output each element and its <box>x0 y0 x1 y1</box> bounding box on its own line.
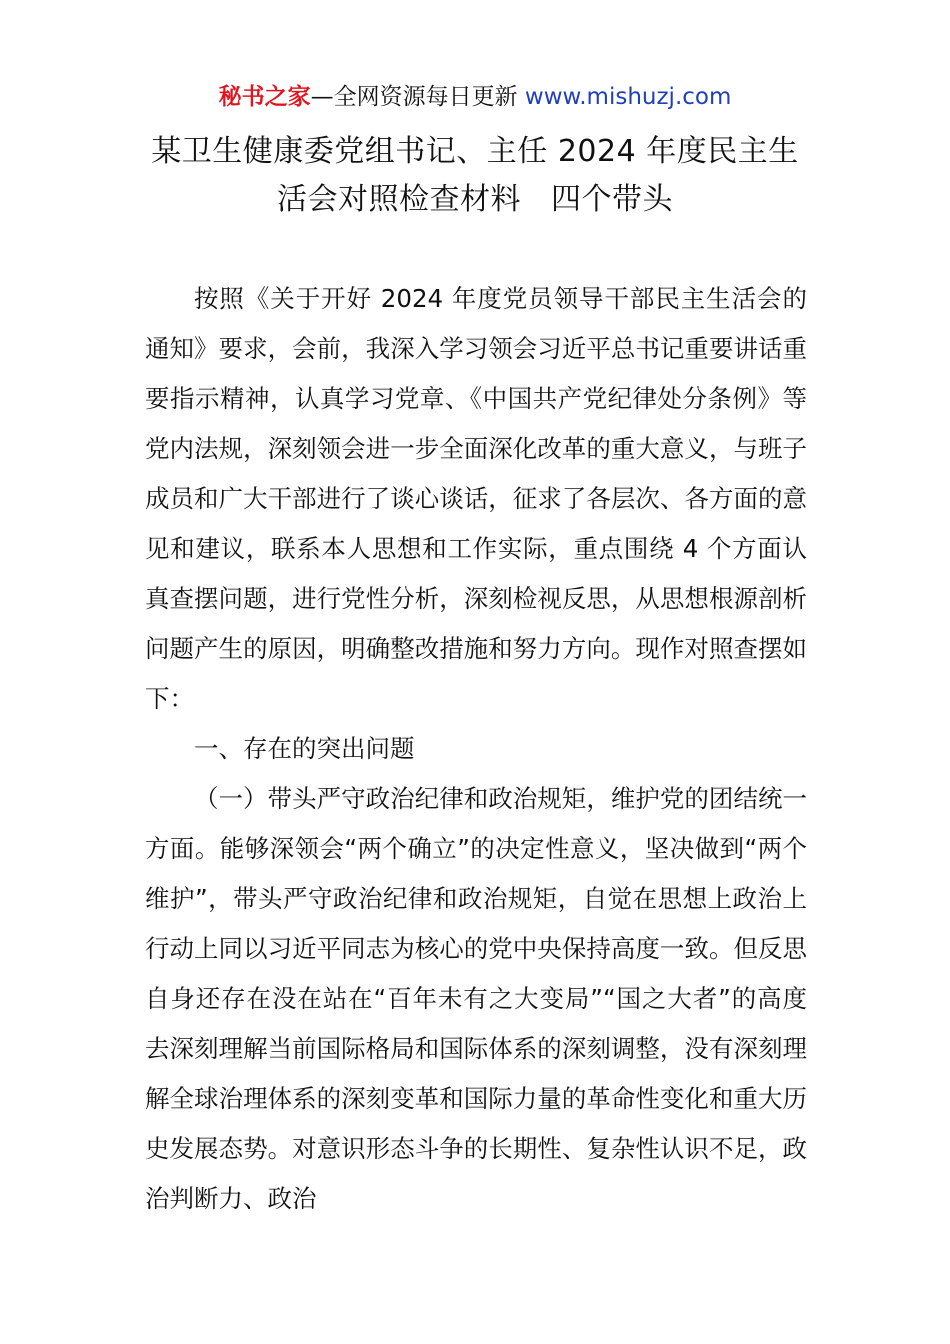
document-title <box>120 128 830 224</box>
title-line-2-suffix: 四个带头 <box>551 182 673 217</box>
site-url-link[interactable]: www.mishuzj.com <box>524 84 732 110</box>
section-heading: 一、存在的突出问题 <box>194 734 415 763</box>
site-header <box>0 82 950 112</box>
intro-paragraph: 按照《关于开好 2024 年度党员领导干部民主生活会的通知》要求，会前，我深入学习领会习近平总书记重要讲话重要指示精神，认真学习党章、《中国共产党纪律处分条例》等党内法规，深刻领会进一步全面深化改革的重大意义，与班子成员和广大干部进行了谈心谈话，征求了各层次、各方面的意见和建议，联系本人思想和工作实际，重点围绕 4 个方面认真查摆问题，进行党性分析，深刻检视反思，从思想根源剖析问题产生的原因，明确整改措施和努力方向。现作对照查摆如下： <box>145 284 807 713</box>
site-brand: 秘书之家 <box>218 84 311 110</box>
section-paragraph: （一）带头严守政治纪律和政治规矩，维护党的团结统一方面。能够深领会“两个确立”的决定性意义，坚决做到“两个维护”，带头严守政治纪律和政治规矩，自觉在思想上政治上行动上同以习近平同志为核心的党中央保持高度一致。但反思自身还存在没在站在“百年未有之大变局”“国之大者”的高度去深刻理解当前国际格局和国际体系的深刻调整，没有深刻理解全球治理体系的深刻变革和国际力量的革命性变化和重大历史发展态势。对意识形态斗争的长期性、复杂性认识不足，政治判断力、政治 <box>145 784 807 1213</box>
title-line-2-main: 活会对照检查材料 <box>277 182 521 217</box>
title-line-2 <box>120 176 830 224</box>
document-body <box>145 274 807 1224</box>
site-tagline: —全网资源每日更新 <box>310 84 525 110</box>
title-line-1: 某卫生健康委党组书记、主任 2024 年度民主生 <box>151 134 799 169</box>
